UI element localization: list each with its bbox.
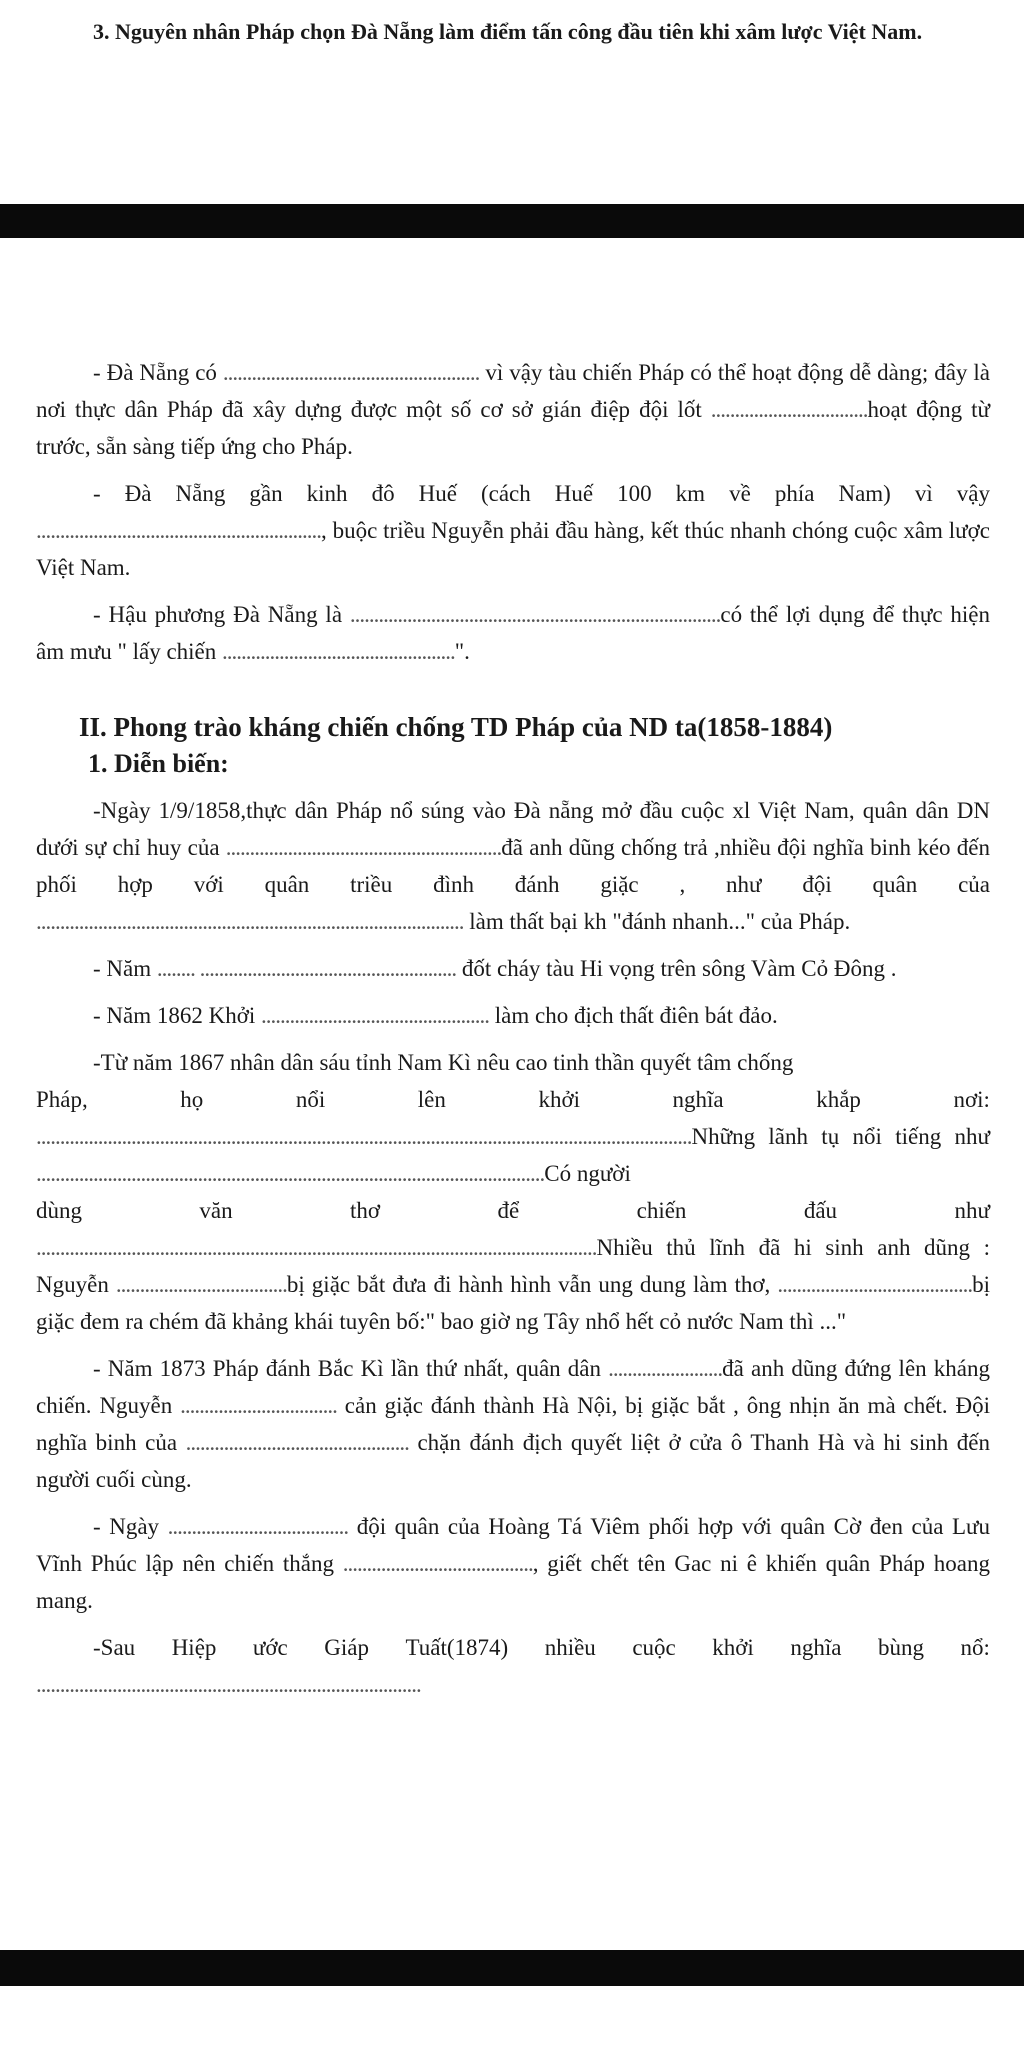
word: nhiều: [544, 1635, 596, 1660]
text: đội quân của Hoàng Tá Viêm phối hợp với quân Cờ đen của Lưu Vĩnh Phúc lập nên chiến thắng: [36, 1514, 991, 1576]
fill-blank[interactable]: .........................................: [777, 1272, 973, 1297]
reason-paragraph-2: [36, 475, 990, 586]
fill-blank[interactable]: ........: [156, 956, 200, 981]
word: đấu: [803, 1198, 838, 1223]
justified-row: [36, 1192, 990, 1229]
word: Giáp: [324, 1635, 369, 1660]
text: - Năm: [93, 956, 157, 981]
text: làm cho địch thất điên bát đảo.: [489, 1003, 778, 1028]
word: như: [954, 1198, 990, 1223]
section-2-block: [36, 708, 990, 1703]
section-3-heading: 3. Nguyên nhân Pháp chọn Đà Nẵng làm điểm tấn công đầu tiên khi xâm lược Việt Nam.: [93, 19, 923, 44]
text: - Đà Nẵng gần kinh đô Huế (cách Huế 100 km về phía Nam) vì vậy: [93, 481, 990, 506]
text: Những lãnh tụ nổi tiếng như: [691, 1124, 990, 1149]
word: khắp: [816, 1087, 861, 1112]
fill-blank[interactable]: .................................: [710, 397, 868, 422]
fill-blank[interactable]: ..........................................................................................................................................: [36, 1124, 692, 1149]
text: làm thất bại kh "đánh nhanh..." của Pháp.: [463, 909, 851, 934]
event-paragraph-1867-end: [36, 1229, 990, 1340]
text: hoạt động từ trước, sẵn sàng tiếp ứng cho Pháp.: [36, 397, 990, 459]
text: đã anh dũng chống trả ,nhiều đội nghĩa binh kéo đến phối hợp với quân triều đình đánh giặc , như đội quân của: [36, 835, 991, 897]
event-paragraph-1858: [36, 792, 990, 940]
fill-blank[interactable]: ......................................................: [199, 956, 457, 981]
fill-blank[interactable]: ........................................: [342, 1551, 533, 1576]
word: thơ: [350, 1198, 381, 1223]
reason-paragraph-3: [36, 596, 990, 670]
section-2-heading: II. Phong trào kháng chiến chống TD Pháp của ND ta(1858-1884): [79, 712, 833, 742]
word: Tuất(1874): [405, 1635, 509, 1660]
text: - Năm 1862 Khởi: [93, 1003, 262, 1028]
fill-blank[interactable]: ..........................................................: [225, 835, 502, 860]
word: cuộc: [632, 1635, 676, 1660]
fill-blank[interactable]: ........................: [608, 1356, 723, 1381]
fill-blank[interactable]: ......................................: [167, 1514, 349, 1539]
text: vì vậy tàu chiến Pháp có thể hoạt động dễ dàng; đây là nơi thực dân Pháp đã xây dựng được một số cơ sở gián điệp đội lốt: [36, 360, 990, 422]
word: để: [497, 1198, 520, 1223]
event-paragraph-1873: [36, 1350, 990, 1498]
text: -Ngày 1/9/1858,thực dân Pháp nổ súng vào Đà nẵng mở đầu cuộc xl Việt Nam, quân dân DN dưới sự chỉ huy của: [36, 798, 990, 860]
subsection-1-heading: 1. Diễn biến:: [88, 749, 229, 778]
text: có thể lợi dụng để thực hiện âm mưu " lấy chiến: [36, 602, 990, 664]
event-paragraph-1862: [36, 997, 990, 1034]
text: ".: [454, 639, 470, 664]
word: Pháp,: [36, 1087, 88, 1112]
word: khởi: [712, 1635, 754, 1660]
word: -Sau: [93, 1635, 136, 1660]
text: , giết chết tên Gac ni ê khiến quân Pháp hoang mang.: [36, 1551, 990, 1613]
word: nổi: [295, 1087, 326, 1112]
fill-blank[interactable]: .................................................: [222, 639, 455, 664]
text: cản giặc đánh thành Hà Nội, bị giặc bắt , ông nhịn ăn mà chết. Đội nghĩa binh của: [36, 1393, 990, 1455]
word: nổ:: [960, 1635, 990, 1660]
fill-blank[interactable]: ......................................................................................................................: [36, 1235, 597, 1260]
text: , buộc triều Nguyễn phải đầu hàng, kết thúc nhanh chóng cuộc xâm lược Việt Nam.: [36, 518, 990, 580]
text: - Ngày: [93, 1514, 168, 1539]
word: Hiệp: [171, 1635, 217, 1660]
word: nghĩa: [790, 1635, 842, 1660]
word: ước: [252, 1635, 288, 1660]
text: - Hậu phương Đà Nẵng là: [93, 602, 350, 627]
fill-blank[interactable]: ....................................: [115, 1272, 287, 1297]
text: đốt cháy tàu Hi vọng trên sông Vàm Cỏ Đông .: [456, 956, 897, 981]
event-paragraph-hi-vong: [36, 950, 990, 987]
reason-paragraph-1: [36, 354, 990, 465]
section-3-heading-block: [36, 14, 990, 50]
word: nơi:: [953, 1087, 990, 1112]
word: khởi: [538, 1087, 580, 1112]
word: dùng: [36, 1198, 82, 1223]
word: văn: [199, 1198, 233, 1223]
fill-blank[interactable]: .................................................................................: [36, 1672, 421, 1697]
word: bùng: [877, 1635, 924, 1660]
word: chiến: [636, 1198, 687, 1223]
word: họ: [180, 1087, 204, 1112]
event-paragraph-cau-giay: [36, 1508, 990, 1619]
fill-blank[interactable]: .................................: [180, 1393, 337, 1418]
text: đã anh dũng đứng lên kháng chiến. Nguyễn: [36, 1356, 990, 1418]
text: chặn đánh địch quyết liệt ở cửa ô Thanh Hà và hi sinh đến người cuối cùng.: [36, 1430, 991, 1492]
black-divider-top: [0, 204, 1024, 238]
word: lên: [417, 1087, 446, 1112]
text: - Đà Nẵng có: [93, 360, 223, 385]
text: Có người: [544, 1161, 631, 1186]
text: - Năm 1873 Pháp đánh Bắc Kì lần thứ nhất, quân dân: [93, 1356, 609, 1381]
word: nghĩa: [672, 1087, 724, 1112]
fill-blank[interactable]: ...............................................: [185, 1430, 409, 1455]
black-divider-bottom: [0, 1950, 1024, 1986]
fill-blank[interactable]: ..........................................................................................: [36, 909, 464, 934]
fill-blank[interactable]: ................................................: [261, 1003, 490, 1028]
text: bị giặc đem ra chém đã khảng khái tuyên bố:" bao giờ ng Tây nhổ hết cỏ nước Nam thì ...": [36, 1272, 990, 1334]
event-paragraph-1867-cont: [36, 1118, 990, 1192]
text: bị giặc bắt đưa đi hành hình vẫn ung dung làm thơ,: [286, 1272, 778, 1297]
fill-blank[interactable]: ..............................................................................: [349, 602, 721, 627]
fill-blank[interactable]: ............................................................: [36, 518, 321, 543]
event-paragraph-1867: -Từ năm 1867 nhân dân sáu tỉnh Nam Kì nêu cao tinh thần quyết tâm chống: [93, 1050, 794, 1075]
event-paragraph-1874-blank: [36, 1666, 990, 1703]
reasons-block: [36, 354, 990, 670]
justified-row: [36, 1081, 990, 1118]
justified-row: [36, 1629, 990, 1666]
fill-blank[interactable]: ......................................................: [222, 360, 480, 385]
text: Nhiều thủ lĩnh đã hi sinh anh dũng : Nguyễn: [36, 1235, 990, 1297]
fill-blank[interactable]: ...........................................................................................................: [36, 1161, 545, 1186]
